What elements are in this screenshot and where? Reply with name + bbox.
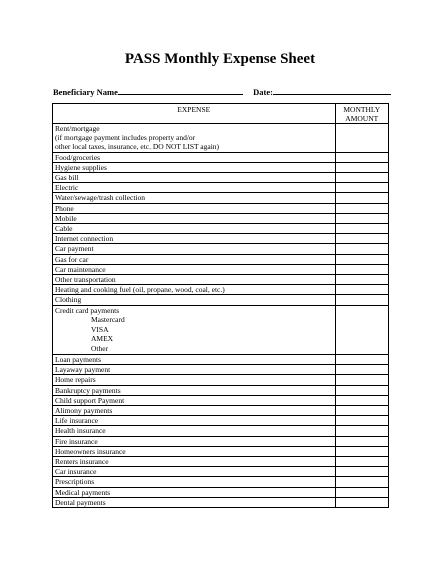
- amount-cell[interactable]: [335, 436, 388, 446]
- expense-column-header: EXPENSE: [53, 104, 336, 124]
- expense-label: Homeowners insurance: [53, 446, 336, 456]
- expense-label: Clothing: [53, 295, 336, 305]
- expense-label: Phone: [53, 203, 336, 213]
- expense-table: [52, 103, 389, 508]
- expense-label: Renters insurance: [53, 457, 336, 467]
- table-row: [53, 275, 389, 285]
- amount-cell[interactable]: [335, 285, 388, 295]
- amount-cell[interactable]: [335, 124, 388, 153]
- table-row: [53, 395, 389, 405]
- credit-card-label: Credit card payments: [55, 305, 120, 315]
- table-row: [53, 234, 389, 244]
- table-row: [53, 426, 389, 436]
- amount-cell[interactable]: [335, 375, 388, 385]
- amount-cell[interactable]: [335, 264, 388, 274]
- expense-label: Mobile: [53, 213, 336, 223]
- expense-label: Prescriptions: [53, 477, 336, 487]
- amount-cell[interactable]: [335, 162, 388, 172]
- expense-label: Cable: [53, 224, 336, 234]
- expense-label: Hygiene supplies: [53, 162, 336, 172]
- table-row: [53, 477, 389, 487]
- amount-cell[interactable]: [335, 275, 388, 285]
- table-row: [53, 305, 389, 354]
- amount-cell[interactable]: [335, 213, 388, 223]
- credit-card-subitem: AMEX: [91, 334, 114, 344]
- date-label: Date:: [253, 87, 273, 97]
- expense-label: Loan payments: [53, 355, 336, 365]
- table-row: [53, 416, 389, 426]
- table-row: [53, 193, 389, 203]
- table-row: [53, 254, 389, 264]
- expense-label: Car insurance: [53, 467, 336, 477]
- beneficiary-name-label: Beneficiary Name: [53, 87, 118, 97]
- amount-cell[interactable]: [335, 416, 388, 426]
- expense-label: Health insurance: [53, 426, 336, 436]
- expense-label: Layaway payment: [53, 365, 336, 375]
- credit-card-subitem: Other: [91, 344, 109, 354]
- amount-cell[interactable]: [335, 426, 388, 436]
- expense-label: Electric: [53, 183, 336, 193]
- expense-label: Child support Payment: [53, 395, 336, 405]
- expense-label: Home repairs: [53, 375, 336, 385]
- expense-label: Alimony payments: [53, 406, 336, 416]
- amount-cell[interactable]: [335, 487, 388, 497]
- table-row: [53, 365, 389, 375]
- amount-cell[interactable]: [335, 406, 388, 416]
- expense-label: Gas for car: [53, 254, 336, 264]
- table-row: [53, 244, 389, 254]
- table-row: [53, 375, 389, 385]
- table-header-row: [53, 104, 389, 124]
- amount-cell[interactable]: [335, 446, 388, 456]
- amount-cell[interactable]: [335, 385, 388, 395]
- table-row: [53, 385, 389, 395]
- table-row: [53, 487, 389, 497]
- expense-label: Car payment: [53, 244, 336, 254]
- monthly-amount-column-header: MONTHLY AMOUNT: [335, 104, 388, 124]
- amount-cell[interactable]: [335, 244, 388, 254]
- table-row: [53, 497, 389, 507]
- amount-cell[interactable]: [335, 365, 388, 375]
- credit-card-subitem: VISA: [91, 324, 109, 334]
- expense-label: Medical payments: [53, 487, 336, 497]
- amount-cell[interactable]: [335, 152, 388, 162]
- amount-cell[interactable]: [335, 467, 388, 477]
- table-row: [53, 183, 389, 193]
- amount-cell[interactable]: [335, 173, 388, 183]
- credit-card-subitem: Mastercard: [91, 314, 125, 324]
- table-row: [53, 355, 389, 365]
- amount-cell[interactable]: [335, 497, 388, 507]
- table-row: [53, 457, 389, 467]
- amount-cell[interactable]: [335, 234, 388, 244]
- date-field[interactable]: [273, 86, 391, 95]
- table-row: [53, 264, 389, 274]
- table-row: [53, 446, 389, 456]
- page-title: PASS Monthly Expense Sheet: [124, 51, 316, 67]
- amount-cell[interactable]: [335, 355, 388, 365]
- table-row: [53, 213, 389, 223]
- table-row: [53, 152, 389, 162]
- amount-cell[interactable]: [335, 457, 388, 467]
- expense-label: Other transportation: [53, 275, 336, 285]
- amount-cell[interactable]: [335, 395, 388, 405]
- table-row: [53, 436, 389, 446]
- table-row: [53, 406, 389, 416]
- expense-label: Gas bill: [53, 173, 336, 183]
- table-row: [53, 203, 389, 213]
- expense-label: Heating and cooking fuel (oil, propane, wood, coal, etc.): [53, 285, 336, 295]
- expense-label: Fire insurance: [53, 436, 336, 446]
- expense-label: Life insurance: [53, 416, 336, 426]
- amount-cell[interactable]: [335, 295, 388, 305]
- expense-label: Internet connection: [53, 234, 336, 244]
- expense-label: Food/groceries: [53, 152, 336, 162]
- table-row: [53, 224, 389, 234]
- amount-cell[interactable]: [335, 224, 388, 234]
- table-row: [53, 162, 389, 172]
- expense-label: Car maintenance: [53, 264, 336, 274]
- amount-cell[interactable]: [335, 477, 388, 487]
- beneficiary-name-field[interactable]: [118, 86, 243, 95]
- table-row: [53, 124, 389, 153]
- amount-cell[interactable]: [335, 254, 388, 264]
- expense-label: [53, 305, 336, 354]
- expense-label: Dental payments: [53, 497, 336, 507]
- header-fields: [53, 86, 391, 97]
- table-row: [53, 295, 389, 305]
- amount-cell[interactable]: [335, 183, 388, 193]
- table-row: [53, 285, 389, 295]
- amount-cell[interactable]: [335, 193, 388, 203]
- amount-cell[interactable]: [335, 203, 388, 213]
- expense-label: Rent/mortgage (if mortgage payment includes property and/or other local taxes, insurance, etc. DO NOT LIST again): [53, 124, 336, 153]
- expense-label: Water/sewage/trash collection: [53, 193, 336, 203]
- amount-cell[interactable]: [335, 305, 388, 354]
- table-row: [53, 173, 389, 183]
- table-row: [53, 467, 389, 477]
- expense-label: Bankruptcy payments: [53, 385, 336, 395]
